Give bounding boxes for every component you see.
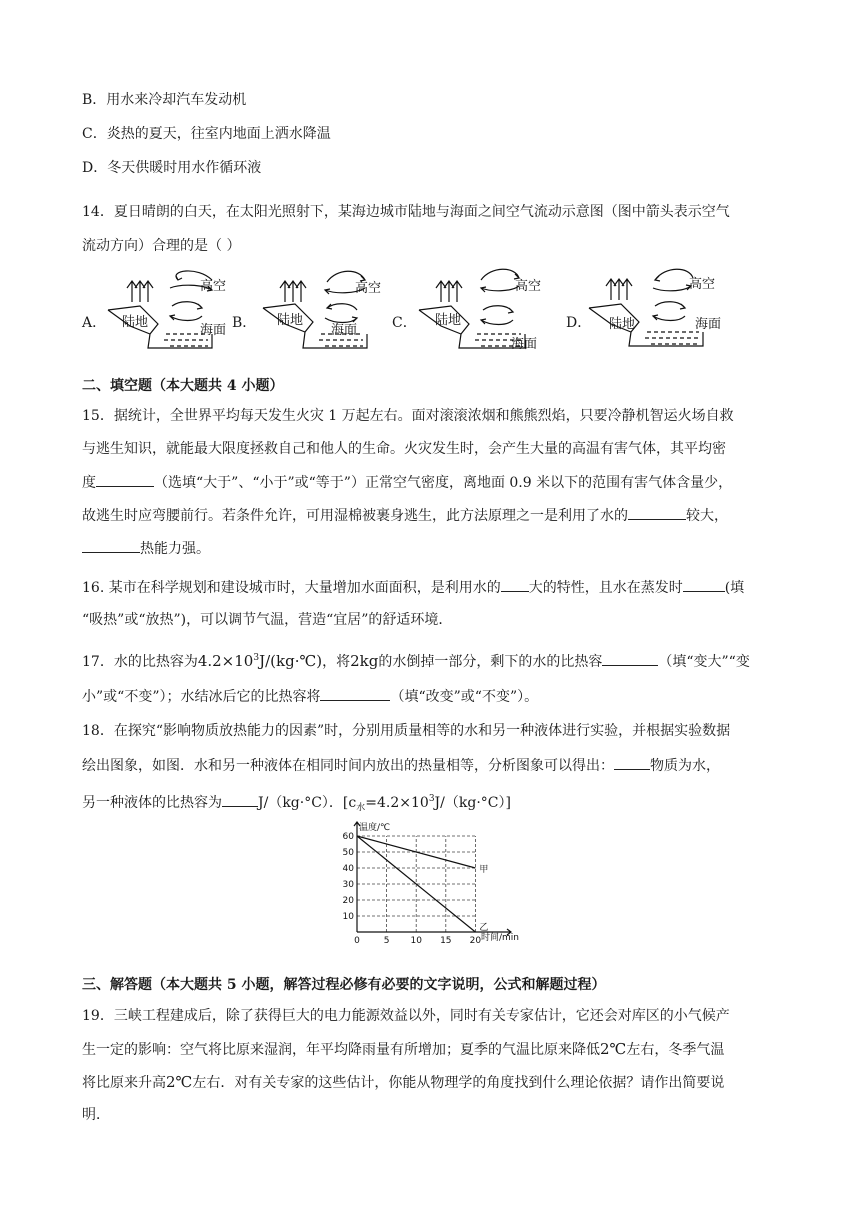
section2-heading: 二、填空题（本大题共 4 小题）: [82, 378, 284, 394]
y-tick-label: 20: [342, 896, 354, 906]
series-label-2: 乙: [479, 923, 489, 933]
x-tick-label: 0: [354, 936, 360, 946]
q15-line1: 15．据统计，全世界平均每天发生火灾 1 万起左右。面对滚滚浓烟和熊熊烈焰，只要冷静机智运火场自救: [82, 408, 734, 424]
q15-line5: 热能力强。: [82, 538, 210, 559]
temperature-time-graph: [335, 818, 520, 946]
y-tick-label: 10: [342, 912, 354, 922]
q17-line2: 小”或“不变”）；水结冰后它的比热容将 （填“改变”或“不变”）。: [82, 686, 538, 707]
q15-line3: 度 （选填“大于”、“小于”或“等于”）正常空气密度，离地面 0.9 米以下的范围有害气体含量少，: [82, 472, 732, 493]
x-tick-label: 5: [383, 936, 390, 946]
x-tick-label: 20: [469, 936, 482, 946]
q18-blank-1[interactable]: [614, 755, 650, 770]
q18-line2: 绘出图象，如图．水和另一种液体在相同时间内放出的热量相等，分析图象可以得出： 物质为水，: [82, 755, 720, 776]
y-axis-label: 温度/℃: [359, 823, 391, 833]
option-c: C．炎热的夏天，往室内地面上洒水降温: [82, 126, 331, 142]
y-tick-label: 40: [342, 864, 354, 874]
q14-option-b-label: B．: [232, 315, 257, 331]
svg-text:陆地: 陆地: [435, 313, 462, 328]
svg-text:高空: 高空: [689, 277, 716, 292]
svg-text:陆地: 陆地: [277, 313, 304, 328]
option-b: B．用水来冷却汽车发动机: [82, 92, 247, 108]
q14-line1: 14．夏日晴朗的白天，在太阳光照射下，某海边城市陆地与海面之间空气流动示意图（图中箭头表示空气: [82, 204, 730, 220]
svg-text:陆地: 陆地: [609, 317, 636, 332]
y-tick-label: 30: [342, 880, 354, 890]
q19-line3: 将比原来升高2℃左右．对有关专家的这些估计，你能从物理学的角度找到什么理论依据？请作出简要说: [82, 1073, 725, 1091]
series-label-1: 甲: [479, 865, 489, 875]
land-sea-diagram-b: [255, 262, 395, 354]
x-tick-label: 15: [440, 936, 452, 946]
q16-blank-2[interactable]: [683, 577, 725, 592]
land-sea-diagram-a: [100, 262, 240, 354]
x-tick-label: 10: [410, 936, 422, 946]
q14-option-a-label: A．: [82, 315, 107, 331]
svg-text:陆地: 陆地: [122, 315, 149, 330]
q14-line2: 流动方向）合理的是（ ）: [82, 238, 241, 254]
q16-line1: 16. 某市在科学规划和建设城市时，大量增加水面面积，是利用水的 大的特性，且水在蒸发时 (填: [82, 577, 744, 598]
q15-blank-2[interactable]: [628, 505, 686, 520]
x-axis-label: 时间/min: [481, 933, 520, 943]
q15-blank-1[interactable]: [96, 472, 154, 487]
q17-blank-2[interactable]: [320, 686, 390, 701]
q19-line2: 生一定的影响：空气将比原来湿润，年平均降雨量有所增加；夏季的气温比原来降低2℃左右，冬季气温: [82, 1040, 725, 1058]
q14-option-d-label: D．: [566, 315, 592, 331]
q17-line1: 17．水的比热容为$4.2\times 10^3J/(kg\cdot℃)$，将2kg的水倒掉一部分，剩下的水的比热容 （填“变大”“变: [82, 652, 750, 670]
svg-text:高空: 高空: [515, 279, 542, 294]
land-sea-diagram-d: [585, 262, 725, 354]
svg-text:海面: 海面: [511, 337, 538, 352]
q18-blank-2[interactable]: [222, 792, 258, 807]
q17-blank-1[interactable]: [602, 651, 658, 666]
q14-figure-c: [415, 262, 555, 354]
q15-blank-3[interactable]: [82, 538, 140, 553]
svg-text:海面: 海面: [331, 323, 358, 338]
q16-line2: “吸热”或“放热”)，可以调节气温，营造“宜居”的舒适环境．: [82, 612, 453, 628]
section3-heading: 三、解答题（本大题共 5 小题，解答过程必修有必要的文字说明，公式和解题过程）: [82, 977, 606, 993]
q14-figure-a: [100, 262, 240, 354]
q15-line2: 与逃生知识，就能最大限度拯救自己和他人的生命。火灾发生时，会产生大量的高温有害气体，其平均密: [82, 441, 726, 457]
q18-line1: 18．在探究“影响物质放热能力的因素”时，分别用质量相等的水和另一种液体进行实验，并根据实验数据: [82, 723, 731, 739]
svg-text:海面: 海面: [200, 323, 227, 338]
q14-figure-d: [585, 262, 725, 354]
q14-figure-b: [255, 262, 395, 354]
y-tick-label: 50: [342, 848, 354, 858]
y-tick-label: 60: [342, 832, 354, 842]
y-axis: [354, 822, 360, 932]
q15-line4: 故逃生时应弯腰前行。若条件允许，可用湿棉被裹身逃生，此方法原理之一是利用了水的 较大，: [82, 505, 728, 526]
q18-line3: 另一种液体的比热容为 J/（kg·°C）．$[c_水=4.2\times 10^3J/(kg\cdot^\circ C)]$: [82, 794, 511, 813]
option-d: D．冬天供暖时用水作循环液: [82, 160, 262, 176]
svg-text:高空: 高空: [200, 279, 227, 294]
q19-line4: 明．: [82, 1107, 110, 1123]
land-sea-diagram-c: [415, 262, 555, 354]
svg-text:海面: 海面: [695, 317, 722, 332]
svg-text:高空: 高空: [355, 281, 382, 296]
q14-option-c-label: C．: [392, 315, 417, 331]
q19-line1: 19．三峡工程建成后，除了获得巨大的电力能源效益以外，同时有关专家估计，它还会对库区的小气候产: [82, 1008, 730, 1024]
q16-blank-1[interactable]: [501, 577, 529, 592]
